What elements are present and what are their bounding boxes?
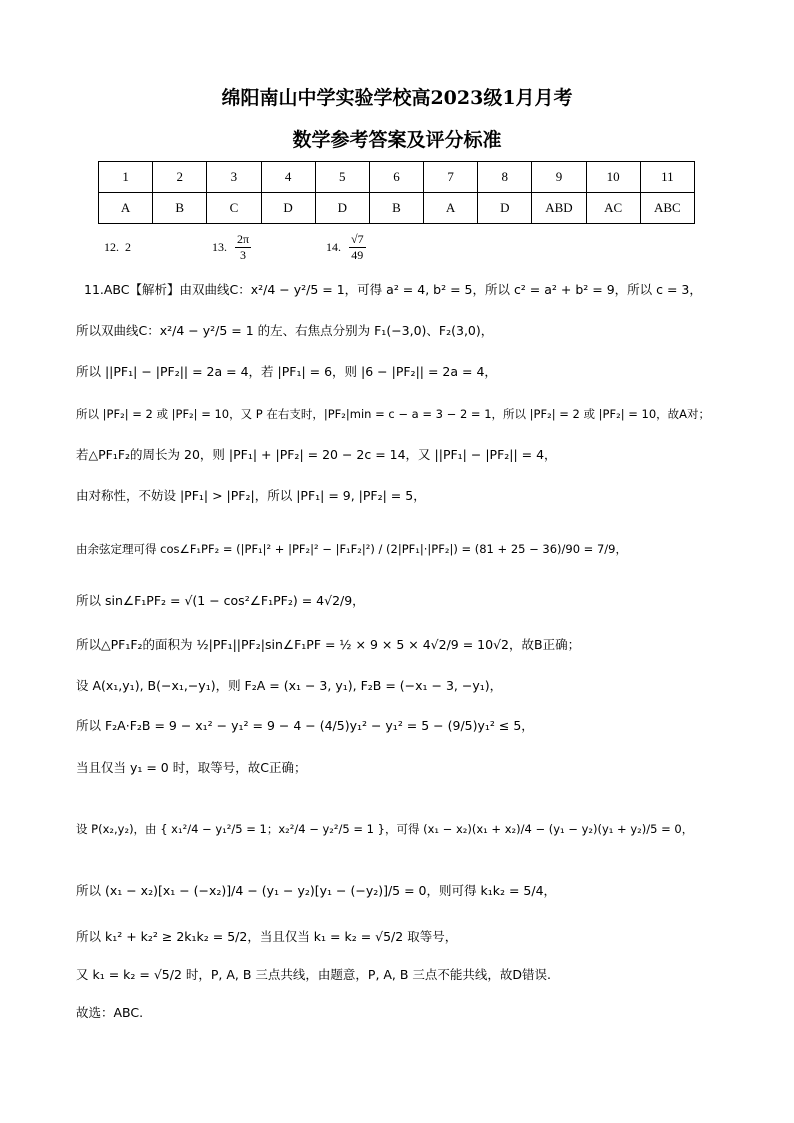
question-number-cell: 2: [153, 162, 207, 193]
fraction-denominator: 3: [240, 247, 247, 262]
question-number-cell: 4: [261, 162, 315, 193]
answer-choice-cell: ABC: [640, 193, 694, 224]
solution-line: 若△PF₁F₂的周长为 20，则 |PF₁| + |PF₂| = 20 − 2c = 14，又 ||PF₁| − |PF₂|| = 4，: [76, 447, 557, 462]
answer-choice-cell: B: [153, 193, 207, 224]
answer-choice-cell: A: [99, 193, 153, 224]
fraction: [235, 232, 251, 263]
fraction: [349, 232, 366, 263]
fraction-numerator: √7: [351, 231, 364, 246]
answer-choice-cell: A: [424, 193, 478, 224]
solution-line: 故选：ABC.: [76, 1005, 144, 1020]
solution-line: 又 k₁ = k₂ = √5/2 时，P, A, B 三点共线，由题意，P, A, B 三点不能共线，故D错误.: [76, 967, 552, 982]
question-number-cell: 7: [424, 162, 478, 193]
solution-line: 所以 (x₁ − x₂)[x₁ − (−x₂)]/4 − (y₁ − y₂)[y₁ − (−y₂)]/5 = 0，则可得 k₁k₂ = 5/4，: [76, 883, 557, 898]
fill-blank-label: 13.: [212, 239, 227, 254]
answer-choice-cell: AC: [586, 193, 640, 224]
fill-blank-13: [212, 229, 251, 265]
question-number-cell: 9: [532, 162, 586, 193]
answer-choice-cell: B: [369, 193, 423, 224]
answer-choice-cell: D: [478, 193, 532, 224]
solution-line: 所以双曲线C：x²/4 − y²/5 = 1 的左、右焦点分别为 F₁(−3,0)、F₂(3,0)，: [76, 323, 494, 338]
page-subtitle: 数学参考答案及评分标准: [292, 129, 502, 151]
fill-blank-label: 12.: [104, 239, 119, 254]
question-number-cell: 5: [315, 162, 369, 193]
answer-choice-row: [99, 193, 695, 224]
fill-blank-14: [326, 229, 366, 265]
solution-line: 所以 F₂A·F₂B = 9 − x₁² − y₁² = 9 − 4 − (4/5)y₁² − y₁² = 5 − (9/5)y₁² ≤ 5，: [76, 718, 534, 733]
question-number-cell: 10: [586, 162, 640, 193]
answer-choice-cell: ABD: [532, 193, 586, 224]
answer-choice-cell: C: [207, 193, 261, 224]
question-number-cell: 1: [99, 162, 153, 193]
solution-line: 当且仅当 y₁ = 0 时，取等号，故C正确；: [76, 760, 307, 775]
solution-line: 设 P(x₂,y₂)，由 { x₁²/4 − y₁²/5 = 1；x₂²/4 − y₂²/5 = 1 }，可得 (x₁ − x₂)(x₁ + x₂)/4 − (y₁ − y₂)(y₁ + y₂)/5 = 0，: [76, 822, 694, 836]
solution-line: 11.ABC【解析】由双曲线C：x²/4 − y²/5 = 1，可得 a² = 4, b² = 5，所以 c² = a² + b² = 9，所以 c = 3，: [84, 282, 702, 297]
answer-choice-cell: D: [315, 193, 369, 224]
solution-line: 设 A(x₁,y₁), B(−x₁,−y₁)，则 F₂A = (x₁ − 3, y₁), F₂B = (−x₁ − 3, −y₁)，: [76, 678, 503, 693]
solution-line: 所以 k₁² + k₂² ≥ 2k₁k₂ = 5/2，当且仅当 k₁ = k₂ = √5/2 取等号，: [76, 929, 458, 944]
solution-line: 所以△PF₁F₂的面积为 ½|PF₁||PF₂|sin∠F₁PF = ½ × 9 × 5 × 4√2/9 = 10√2，故B正确；: [76, 637, 581, 652]
solution-line: 由余弦定理可得 cos∠F₁PF₂ = (|PF₁|² + |PF₂|² − |F₁F₂|²) / (2|PF₁|·|PF₂|) = (81 + 25 − 36)/90 = 7/9，: [76, 542, 627, 556]
fraction-numerator: 2π: [237, 231, 250, 246]
fill-blank-12: [104, 229, 131, 265]
page-title: 绵阳南山中学实验学校高2023级1月月考: [221, 87, 573, 109]
answer-number-row: [99, 162, 695, 193]
question-number-cell: 6: [369, 162, 423, 193]
answer-table: [98, 161, 695, 224]
solution-line: 所以 ||PF₁| − |PF₂|| = 2a = 4，若 |PF₁| = 6，则 |6 − |PF₂|| = 2a = 4，: [76, 364, 497, 379]
solution-line: 所以 |PF₂| = 2 或 |PF₂| = 10，又 P 在右支时，|PF₂|min = c − a = 3 − 2 = 1，所以 |PF₂| = 2 或 |PF₂| = 10，故A对；: [76, 407, 711, 421]
fill-blank-label: 14.: [326, 239, 341, 254]
answer-choice-cell: D: [261, 193, 315, 224]
solution-line: 由对称性，不妨设 |PF₁| > |PF₂|，所以 |PF₁| = 9, |PF₂| = 5，: [76, 488, 426, 503]
question-number-cell: 8: [478, 162, 532, 193]
fill-blank-value: 2: [125, 239, 131, 254]
solution-line: 所以 sin∠F₁PF₂ = √(1 − cos²∠F₁PF₂) = 4√2/9，: [76, 593, 365, 608]
question-number-cell: 3: [207, 162, 261, 193]
question-number-cell: 11: [640, 162, 694, 193]
fraction-denominator: 49: [351, 247, 364, 262]
